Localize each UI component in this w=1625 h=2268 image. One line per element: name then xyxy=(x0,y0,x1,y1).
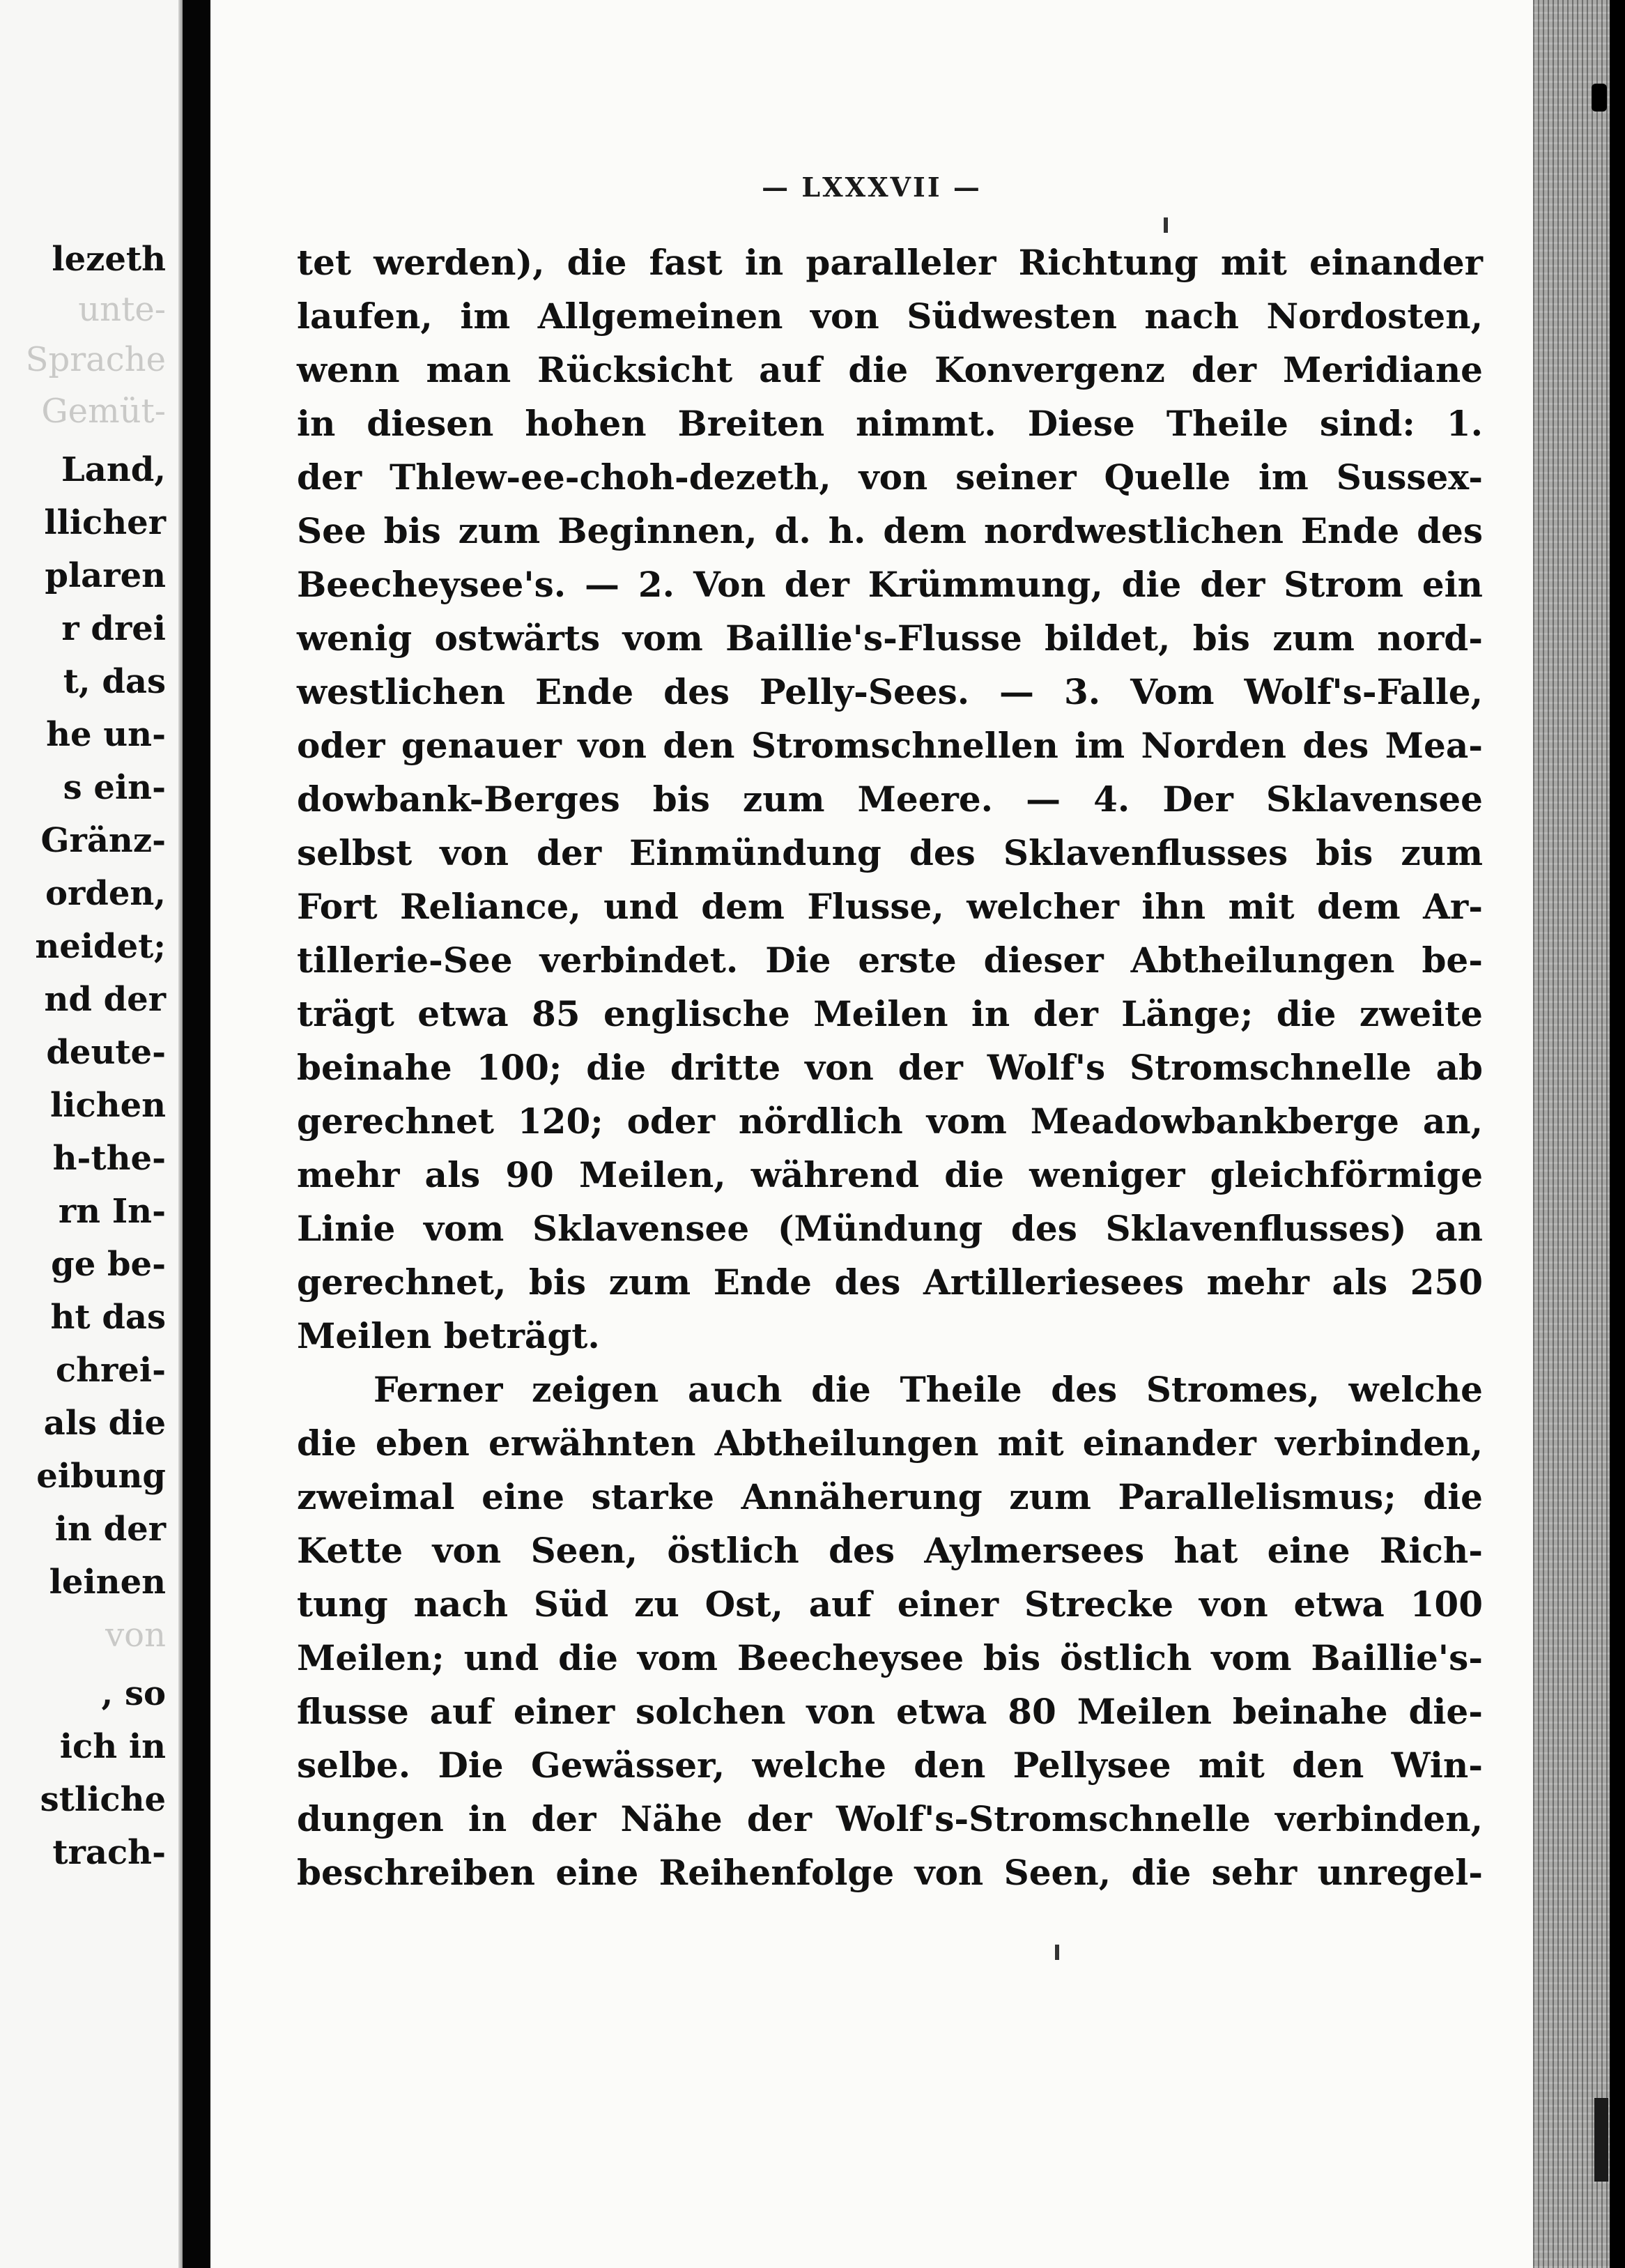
left-page-line-fragment: leinen xyxy=(49,1563,166,1602)
page-edge-mark xyxy=(1594,2098,1608,2182)
text-line: flusse auf einer solchen von etwa 80 Meilen beinahe die- xyxy=(297,1691,1483,1732)
left-page-line-fragment: ht das xyxy=(50,1298,166,1337)
left-page-line-fragment: deute- xyxy=(46,1033,166,1072)
left-page-line-fragment: t, das xyxy=(63,662,166,701)
left-page-line-fragment: trach- xyxy=(52,1833,166,1872)
text-line: gerechnet, bis zum Ende des Artilleriesees mehr als 250 xyxy=(297,1262,1483,1303)
text-line: der Thlew-ee-choh-dezeth, von seiner Quelle im Sussex- xyxy=(297,457,1483,498)
text-line: wenn man Rücksicht auf die Konvergenz der Meridiane xyxy=(297,349,1483,390)
left-page-line-fragment: r drei xyxy=(61,609,166,648)
text-line: Linie vom Sklavensee (Mündung des Sklavenflusses) an xyxy=(297,1208,1483,1249)
left-page-line-fragment: eibung xyxy=(36,1457,166,1496)
text-line: in diesen hohen Breiten nimmt. Diese Theile sind: 1. xyxy=(297,403,1483,444)
text-line: beschreiben eine Reihenfolge von Seen, die sehr unregel- xyxy=(297,1852,1483,1893)
text-line: tung nach Süd zu Ost, auf einer Strecke von etwa 100 xyxy=(297,1584,1483,1625)
left-page-line-fragment: in der xyxy=(54,1510,166,1549)
left-page-line-fragment: Land, xyxy=(61,450,166,489)
scan-border xyxy=(1610,0,1625,2268)
text-line: Meilen; und die vom Beecheysee bis östlich vom Baillie's- xyxy=(297,1637,1483,1678)
text-line: oder genauer von den Stromschnellen im Norden des Mea- xyxy=(297,725,1483,766)
left-page-line-fragment: lezeth xyxy=(52,240,166,279)
text-line: Beecheysee's. — 2. Von der Krümmung, die der Strom ein xyxy=(297,564,1483,605)
text-line: westlichen Ende des Pelly-Sees. — 3. Vom Wolf's-Falle, xyxy=(297,671,1483,712)
right-page xyxy=(210,0,1533,2268)
left-page-line-fragment: orden, xyxy=(45,874,166,913)
text-line: gerechnet 120; oder nördlich vom Meadowbankberge an, xyxy=(297,1101,1483,1142)
book-page-edge xyxy=(1533,0,1610,2268)
text-line: laufen, im Allgemeinen von Südwesten nach Nordosten, xyxy=(297,296,1483,337)
text-line: dungen in der Nähe der Wolf's-Stromschnelle verbinden, xyxy=(297,1798,1483,1839)
page-gap-shadow xyxy=(183,0,210,2268)
text-line: zweimal eine starke Annäherung zum Parallelismus; die xyxy=(297,1476,1483,1517)
ink-speck xyxy=(1164,217,1168,233)
text-line: wenig ostwärts vom Baillie's-Flusse bildet, bis zum nord- xyxy=(297,618,1483,659)
left-page-line-fragment: Gemüt- xyxy=(41,392,166,431)
left-page-line-fragment: he un- xyxy=(46,715,166,754)
left-page-line-fragment: rn In- xyxy=(58,1192,166,1231)
left-page-line-fragment: als die xyxy=(43,1404,166,1443)
left-page-line-fragment: neidet; xyxy=(35,927,166,966)
text-line: dowbank-Berges bis zum Meere. — 4. Der Sklavensee xyxy=(297,779,1483,820)
text-line: mehr als 90 Meilen, während die weniger gleichförmige xyxy=(297,1154,1483,1195)
text-line: selbe. Die Gewässer, welche den Pellysee mit den Win- xyxy=(297,1745,1483,1786)
left-page-line-fragment: ge be- xyxy=(51,1245,166,1284)
page-number-header: — LXXXVII — xyxy=(762,171,982,203)
left-page-line-fragment: unte- xyxy=(78,290,166,329)
left-page-line-fragment: lichen xyxy=(49,1086,166,1125)
left-page-line-fragment: h-the- xyxy=(52,1139,166,1178)
left-page-line-fragment: Sprache xyxy=(25,340,166,379)
text-line: tillerie-See verbindet. Die erste dieser Abtheilungen be- xyxy=(297,940,1483,981)
text-line: selbst von der Einmündung des Sklavenflusses bis zum xyxy=(297,832,1483,873)
left-page-line-fragment: chrei- xyxy=(55,1351,166,1390)
left-page-line-fragment: s ein- xyxy=(63,768,166,807)
left-page-line-fragment: nd der xyxy=(44,980,166,1019)
page-edge-mark xyxy=(1592,84,1607,112)
text-line: Meilen beträgt. xyxy=(297,1315,600,1356)
left-page-line-fragment: von xyxy=(105,1616,166,1655)
left-page-line-fragment: plaren xyxy=(45,556,166,595)
left-page-line-fragment: , so xyxy=(101,1674,166,1713)
text-line: trägt etwa 85 englische Meilen in der Länge; die zweite xyxy=(297,993,1483,1034)
left-page-line-fragment: Gränz- xyxy=(40,821,166,860)
left-page-line-fragment: stliche xyxy=(40,1780,166,1819)
body-text xyxy=(297,236,1483,1899)
text-line: Fort Reliance, und dem Flusse, welcher ihn mit dem Ar- xyxy=(297,886,1483,927)
text-line: Ferner zeigen auch die Theile des Stromes, welche xyxy=(373,1369,1483,1410)
left-page-line-fragment: llicher xyxy=(44,503,166,542)
ink-speck xyxy=(1055,1945,1059,1960)
text-line: die eben erwähnten Abtheilungen mit einander verbinden, xyxy=(297,1423,1483,1464)
text-line: Kette von Seen, östlich des Aylmersees hat eine Rich- xyxy=(297,1530,1483,1571)
text-line: tet werden), die fast in paralleler Richtung mit einander xyxy=(297,242,1483,283)
text-line: beinahe 100; die dritte von der Wolf's Stromschnelle ab xyxy=(297,1047,1483,1088)
left-facing-page xyxy=(0,0,183,2268)
text-line: See bis zum Beginnen, d. h. dem nordwestlichen Ende des xyxy=(297,510,1483,551)
left-page-line-fragment: ich in xyxy=(59,1727,166,1766)
